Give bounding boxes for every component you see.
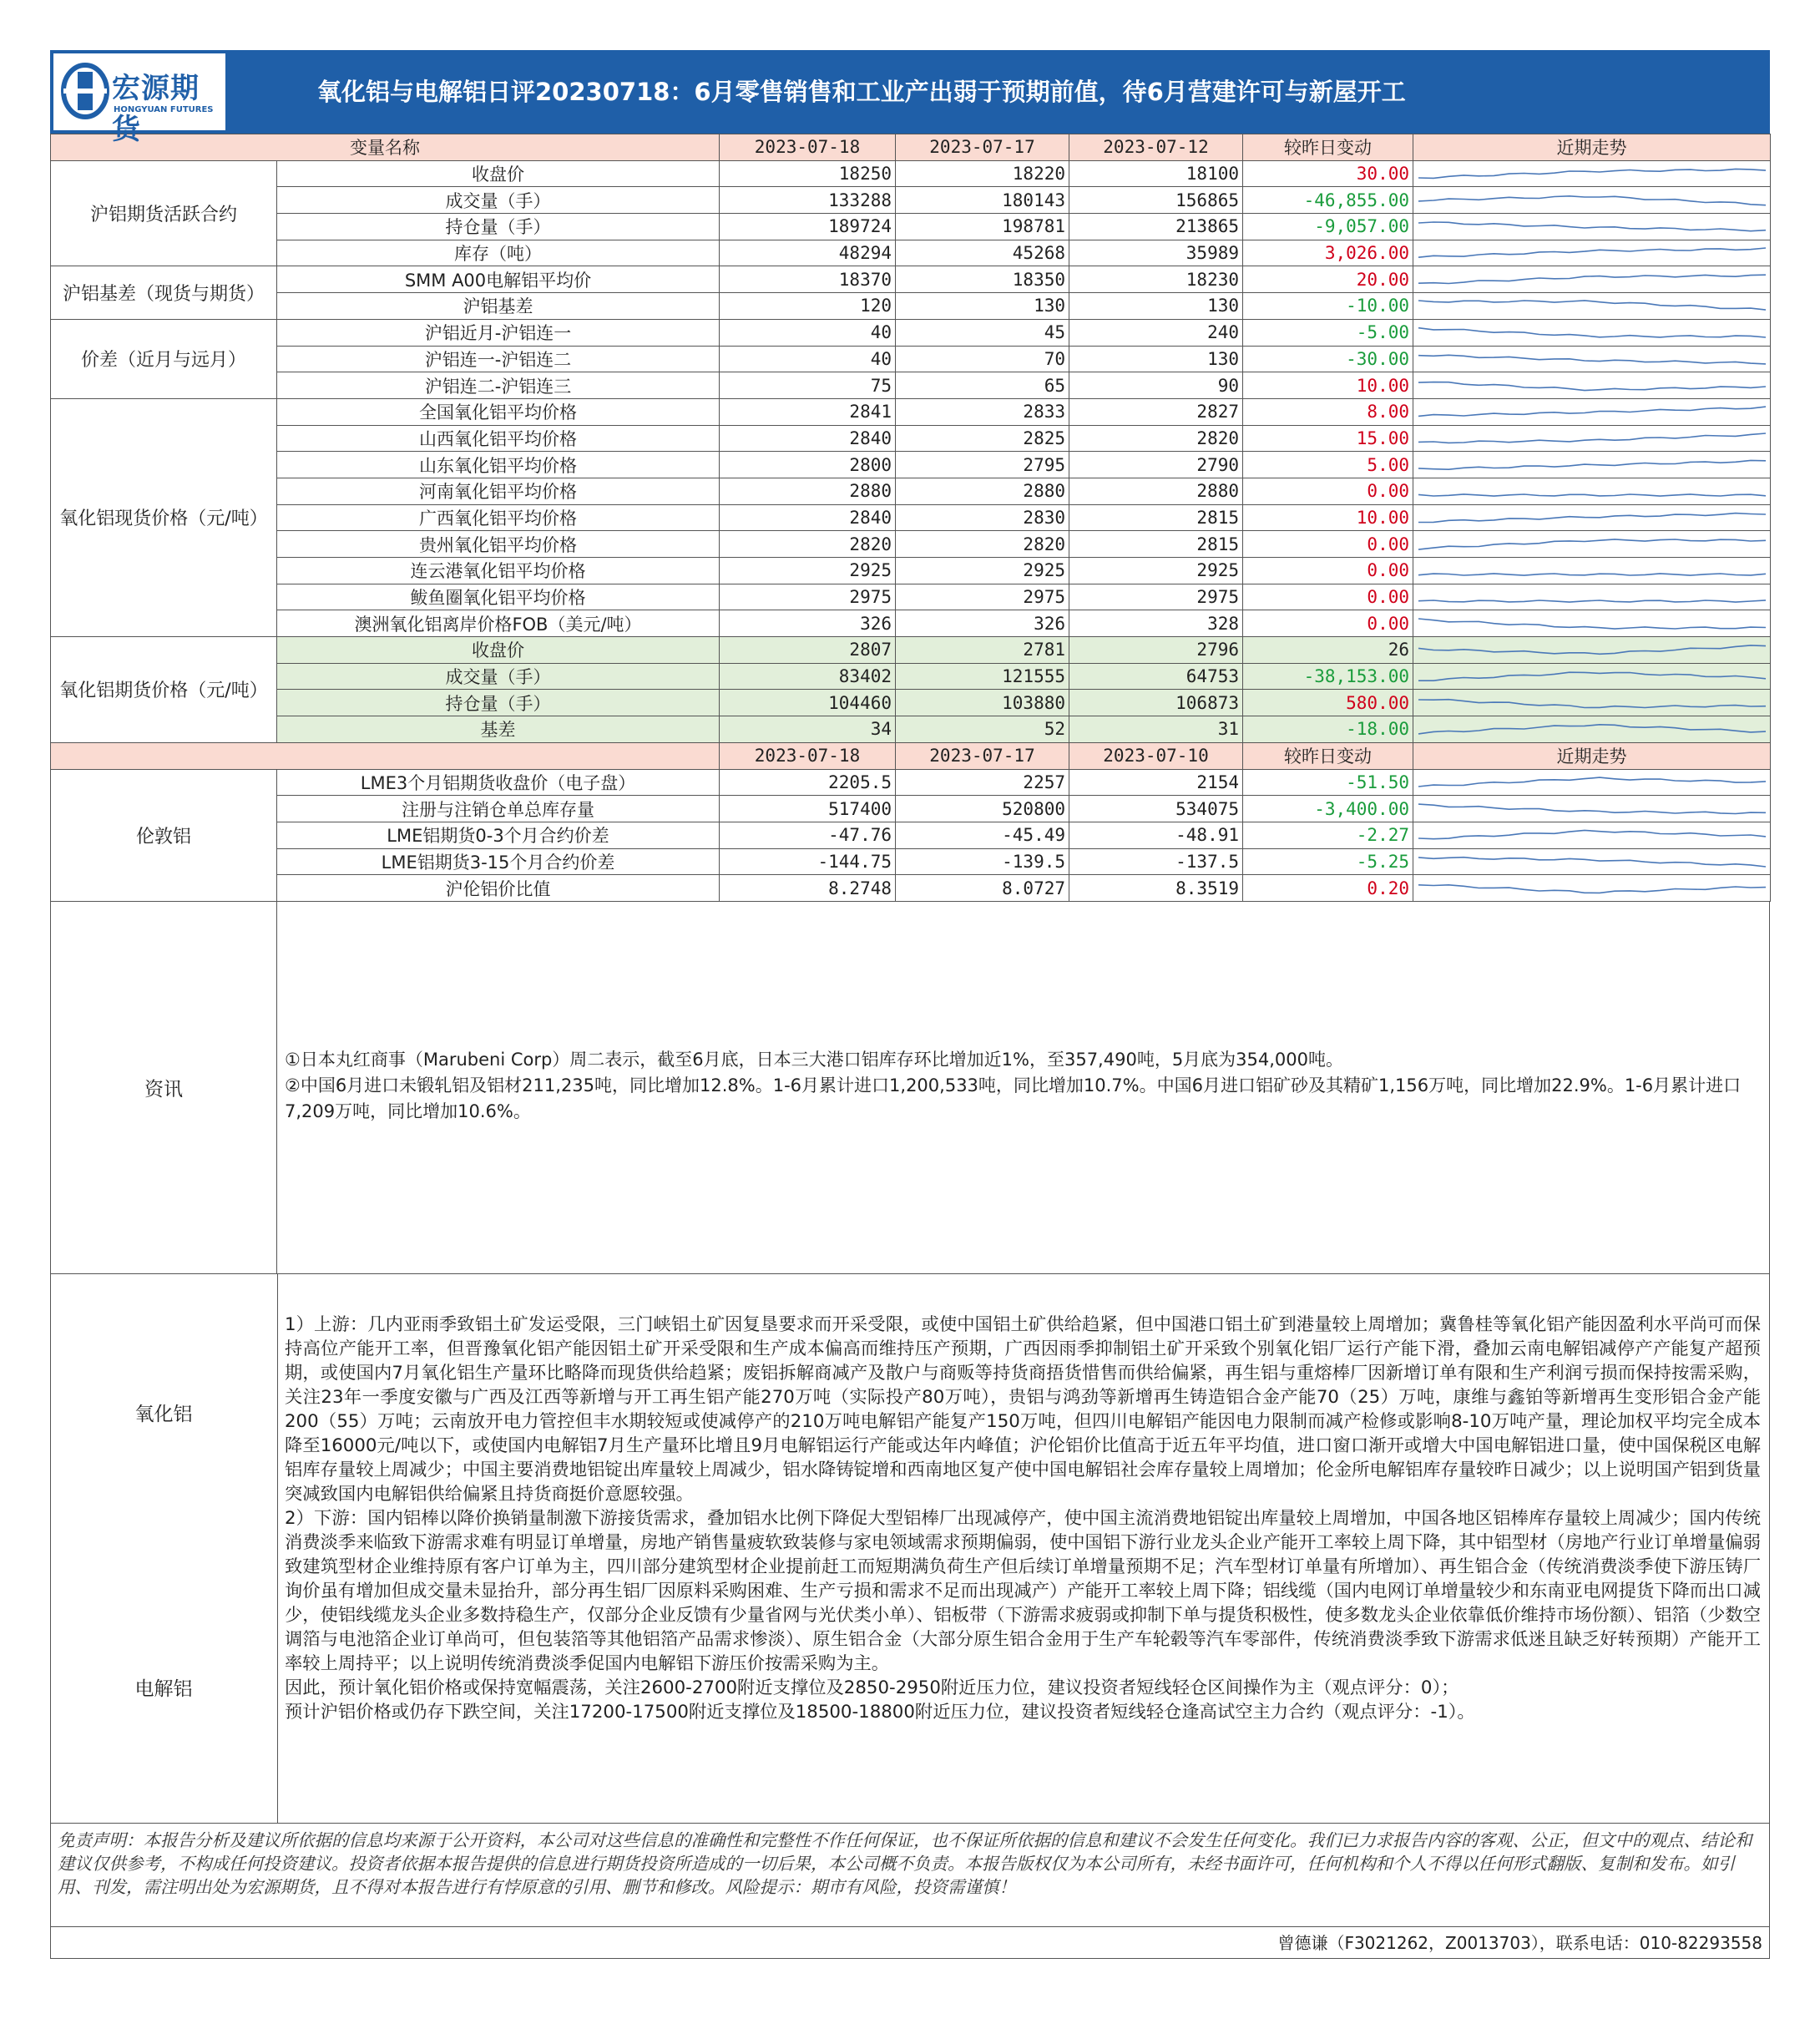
alumina-label: 氧化铝 [134,1404,193,1426]
logo-english-text: HONGYUAN FUTURES [114,105,214,114]
value-cell: 180143 [896,187,1069,214]
trend-cell [1413,372,1771,399]
value-cell: 2925 [896,558,1069,584]
value-cell: 90 [1069,372,1243,399]
table-row [51,584,1771,610]
row-group-label: 氧化铝现货价格（元/吨） [51,398,277,636]
value-cell: 18250 [720,160,896,187]
value-cell: 2833 [896,398,1069,425]
value-cell: 45268 [896,240,1069,266]
table-row [51,796,1771,822]
variable-name: 全国氧化铝平均价格 [277,398,720,425]
row-group-label: 价差（近月与远月） [51,319,277,398]
value-cell: 2795 [896,452,1069,478]
value-cell: 2820 [720,531,896,558]
sparkline-icon [1413,478,1771,503]
value-cell: -47.76 [720,822,896,848]
value-cell: 83402 [720,663,896,690]
analysis-upstream: 1）上游：几内亚雨季致铝土矿发运受限，三门峡铝土矿因复垦要求而开采受限，或使中国铝土矿供给趋紧，但中国港口铝土矿到港量较上周增加；冀鲁桂等氧化铝产能因盈利水平尚可而保持高位产能开工率，但晋豫氧化铝产能因铝土矿开采受限和生产成本偏高而维持压产预期，广西因雨季抑制铝土矿开采致个别氧化铝厂运行产能下滑，叠加云南电解铝减停产产能复产超预期，或使国内7月氧化铝生产量环比略降而现货供给趋紧；废铝拆解商减产及散户与商贩等持货商捂货惜售而供给偏紧，再生铝与重熔棒厂因新增订单有限和生产利润亏损而保持按需采购，关注23年一季度安徽与广西及江西等新增与开工再生铝产能270万吨（实际投产80万吨），贵铝与鸿劲等新增再生铸造铝合金产能70（25）万吨，康维与鑫铂等新增再生变形铝合金产能200（55）万吨；云南放开电力管控但丰水期较短或使减停产的210万吨电解铝产能复产150万吨，但四川电解铝产能因电力限制而减产检修或影响8-10万吨产量，理论加权平均完全成本降至16000元/吨以下，或使国内电解铝7月生产量环比增且9月电解铝运行产能或达年内峰值；沪伦铝价比值高于近五年平均值，进口窗口渐开或增大中国电解铝进口量，使中国保税区电解铝库存量较上周减少；中国主要消费地铝锭出库量较上周减少，铝水降铸锭增和西南地区复产使中国电解铝社会库存量较上周增加；伦金所电解铝库存量较昨日减少；以上说明国产铝到货量突减致国内电解铝供给偏紧且持货商挺价意愿较强。 [285,1313,1761,1505]
value-cell: 2781 [896,637,1069,664]
value-cell: 2154 [1069,769,1243,796]
sparkline-path [1418,884,1766,893]
trend-cell [1413,240,1771,266]
value-cell: 189724 [720,214,896,240]
change-cell: -3,400.00 [1243,796,1413,822]
value-cell: 2820 [896,531,1069,558]
table-row [51,504,1771,531]
sparkline-path [1418,196,1766,205]
value-cell: 2925 [1069,558,1243,584]
change-cell: 10.00 [1243,504,1413,531]
sparkline-icon [1413,161,1771,186]
sparkline-path [1418,222,1766,231]
news-label: 资讯 [51,902,277,1273]
value-cell: 130 [1069,346,1243,372]
sparkline-path [1418,328,1766,337]
table-row [51,848,1771,875]
title-banner [50,50,1770,146]
sparkline-path [1418,539,1766,549]
trend-cell [1413,160,1771,187]
analysis-aluminum-outlook: 预计沪铝价格或仍存下跌空间，关注17200-17500附近支撑位及18500-18800附近压力位，建议投资者短线轻仓逢高试空主力合约（观点评分：-1）。 [285,1701,1475,1723]
trend-cell [1413,610,1771,637]
value-cell: 120 [720,293,896,320]
sparkline-path [1418,382,1766,390]
news-item-1: ①日本丸红商事（Marubeni Corp）周二表示，截至6月底，日本三大港口铝库存环比增加近1%，至357,490吨，5月底为354,000吨。 [285,1049,1344,1070]
analysis-downstream: 2）下游：国内铝棒以降价换销量制激下游接货需求，叠加铝水比例下降促大型铝棒厂出现减停产，使中国主流消费地铝锭出库量较上周增加，中国各地区铝棒库存量较上周减少；国内传统消费淡季来临致下游需求难有明显订单增量，房地产销售量疲软致装修与家电领域需求预期偏弱，使中国铝下游行业龙头企业产能开工率较上周下降，其中铝型材（房地产行业订单增量偏弱致建筑型材企业维持原有客户订单为主，四川部分建筑型材企业提前赶工而短期满负荷生产但后续订单增量预期不足；汽车型材订单量有所增加）、再生铝合金（传统消费淡季使下游压铸厂询价虽有增加但成交量未显抬升，部分再生铝厂因原料采购困难、生产亏损和需求不足而出现减产）产能开工率较上周下降；铝线缆（国内电网订单增量较少和东南亚电网提货下降而出口减少，使铝线缆龙头企业多数持稳生产，仅部分企业反馈有少量省网与光伏类小单）、铝板带（下游需求疲弱或抑制下单与提货积极性，使多数龙头企业依靠低价维持市场份额）、铝箔（少数空调箔与电池箔企业订单尚可，但包装箔等其他铝箔产品需求惨淡）、原生铝合金（大部分原生铝合金用于生产车轮毂等汽车零部件，传统消费淡季致下游需求低迷且缺乏好转预期）产能开工率较上周持平；以上说明传统消费淡季促国内电解铝下游压价按需采购为主。 [285,1507,1761,1674]
sparkline-path [1418,858,1766,867]
sparkline-path [1418,619,1766,629]
value-cell: 8.0727 [896,875,1069,902]
value-cell: -137.5 [1069,848,1243,875]
trend-cell [1413,504,1771,531]
sparkline-icon [1413,320,1771,345]
value-cell: -48.91 [1069,822,1243,848]
value-cell: 65 [896,372,1069,399]
sparkline-path [1418,301,1766,310]
trend-cell [1413,769,1771,796]
value-cell: 106873 [1069,690,1243,716]
table-row [51,769,1771,796]
sparkline-icon [1413,664,1771,689]
variable-name: 持仓量（手） [277,214,720,240]
trend-cell [1413,558,1771,584]
table-row [51,452,1771,478]
sparkline-path [1418,804,1766,813]
variable-name: 成交量（手） [277,663,720,690]
sparkline-path [1418,433,1766,443]
value-cell: 2800 [720,452,896,478]
value-cell: 517400 [720,796,896,822]
change-cell: 15.00 [1243,425,1413,452]
change-cell: 0.00 [1243,531,1413,558]
analysis-content [285,1313,1761,1724]
value-cell: 2925 [720,558,896,584]
table-row [51,187,1771,214]
table-row [51,610,1771,637]
variable-name: 注册与注销仓单总库存量 [277,796,720,822]
change-cell: 30.00 [1243,160,1413,187]
value-cell: 213865 [1069,214,1243,240]
value-cell: 156865 [1069,187,1243,214]
variable-name: 沪铝基差 [277,293,720,320]
change-cell: -51.50 [1243,769,1413,796]
value-cell: 534075 [1069,796,1243,822]
value-cell: 104460 [720,690,896,716]
analysis-section [50,1274,1770,1824]
change-cell: 0.00 [1243,558,1413,584]
logo-chinese-text: 宏源期货 [112,72,200,146]
trend-cell [1413,214,1771,240]
sparkline-icon [1413,188,1771,213]
sparkline-path [1418,355,1766,364]
variable-name: LME铝期货0-3个月合约价差 [277,822,720,848]
trend-cell [1413,848,1771,875]
value-cell: 2807 [720,637,896,664]
variable-name: SMM A00电解铝平均价 [277,266,720,293]
table-row [51,319,1771,346]
value-cell: 2796 [1069,637,1243,664]
value-cell: 45 [896,319,1069,346]
change-cell: 20.00 [1243,266,1413,293]
value-cell: 64753 [1069,663,1243,690]
sparkline-icon [1413,240,1771,266]
change-cell: -5.00 [1243,319,1413,346]
electrolytic-aluminum-label: 电解铝 [134,1677,193,1700]
value-cell: 18350 [896,266,1069,293]
change-cell: 0.20 [1243,875,1413,902]
header-cell: 2023-07-17 [896,742,1069,769]
trend-cell [1413,663,1771,690]
value-cell: 198781 [896,214,1069,240]
value-cell: 18370 [720,266,896,293]
table-header-row [51,134,1771,161]
sparkline-icon [1413,558,1771,583]
change-cell: -30.00 [1243,346,1413,372]
trend-cell [1413,875,1771,902]
change-cell: 3,026.00 [1243,240,1413,266]
variable-name: 库存（吨） [277,240,720,266]
value-cell: 2880 [1069,478,1243,504]
news-item-2: ②中国6月进口未锻轧铝及铝材211,235吨，同比增加12.8%。1-6月累计进口1,200,533吨，同比增加10.7%。中国6月进口铝矿砂及其精矿1,156万吨，同比增加22.9%。1-6月累计进口7,209万吨，同比增加10.6%。 [285,1075,1742,1121]
variable-name: 沪铝连二-沪铝连三 [277,372,720,399]
value-cell: 2790 [1069,452,1243,478]
change-cell: -18.00 [1243,716,1413,743]
value-cell: -144.75 [720,848,896,875]
table-row [51,266,1771,293]
change-cell: -38,153.00 [1243,663,1413,690]
row-group-label: 氧化铝期货价格（元/吨） [51,637,277,743]
variable-name: 收盘价 [277,160,720,187]
trend-cell [1413,398,1771,425]
table-row [51,637,1771,664]
sparkline-path [1418,645,1766,654]
change-cell: 8.00 [1243,398,1413,425]
table-row [51,372,1771,399]
change-cell: 26 [1243,637,1413,664]
trend-cell [1413,319,1771,346]
value-cell: 18220 [896,160,1069,187]
trend-cell [1413,425,1771,452]
trend-cell [1413,690,1771,716]
value-cell: 70 [896,346,1069,372]
value-cell: 2841 [720,398,896,425]
value-cell: 130 [896,293,1069,320]
header-cell: 近期走势 [1413,134,1771,161]
analysis-alumina-outlook: 因此，预计氧化铝价格或保持宽幅震荡，关注2600-2700附近支撑位及2850-2950附近压力位，建议投资者短线轻仓区间操作为主（观点评分：0）； [285,1677,1459,1698]
value-cell: 133288 [720,187,896,214]
value-cell: 2880 [896,478,1069,504]
value-cell: 2815 [1069,531,1243,558]
value-cell: -45.49 [896,822,1069,848]
header-variable-name: 变量名称 [51,134,720,161]
trend-cell [1413,584,1771,610]
sparkline-path [1418,672,1766,681]
change-cell: 580.00 [1243,690,1413,716]
value-cell: 326 [720,610,896,637]
report-title: 氧化铝与电解铝日评20230718：6月零售销售和工业产出弱于预期前值，待6月营建许可与新屋开工 [317,78,1406,106]
data-table [50,134,1771,902]
sparkline-path [1418,407,1766,416]
table-row [51,240,1771,266]
header-cell: 近期走势 [1413,742,1771,769]
sparkline-path [1418,777,1766,787]
value-cell: 328 [1069,610,1243,637]
sparkline-path [1418,494,1766,496]
table-row [51,822,1771,848]
sparkline-icon [1413,770,1771,795]
variable-name: 广西氧化铝平均价格 [277,504,720,531]
row-group-label: 伦敦铝 [51,769,277,901]
change-cell: 0.00 [1243,584,1413,610]
trend-cell [1413,293,1771,320]
sparkline-icon [1413,611,1771,636]
value-cell: 40 [720,346,896,372]
header-cell: 2023-07-12 [1069,134,1243,161]
sparkline-icon [1413,691,1771,716]
value-cell: 18100 [1069,160,1243,187]
table-row [51,716,1771,743]
change-cell: -2.27 [1243,822,1413,848]
variable-name: 沪伦铝价比值 [277,875,720,902]
variable-name: LME3个月铝期货收盘价（电子盘） [277,769,720,796]
value-cell: 2825 [896,425,1069,452]
value-cell: 2827 [1069,398,1243,425]
sparkline-icon [1413,584,1771,610]
value-cell: 75 [720,372,896,399]
change-cell: -10.00 [1243,293,1413,320]
change-cell: -9,057.00 [1243,214,1413,240]
row-group-label: 沪铝基差（现货与期货） [51,266,277,319]
sparkline-path [1418,831,1766,839]
table-row [51,690,1771,716]
sparkline-icon [1413,876,1771,901]
value-cell: 103880 [896,690,1069,716]
header-cell: 2023-07-18 [720,134,896,161]
change-cell: -5.25 [1243,848,1413,875]
sparkline-icon [1413,426,1771,451]
value-cell: 52 [896,716,1069,743]
trend-cell [1413,796,1771,822]
header-cell: 2023-07-10 [1069,742,1243,769]
value-cell: 2815 [1069,504,1243,531]
value-cell: 31 [1069,716,1243,743]
value-cell: 40 [720,319,896,346]
variable-name: 鲅鱼圈氧化铝平均价格 [277,584,720,610]
variable-name: 持仓量（手） [277,690,720,716]
value-cell: 326 [896,610,1069,637]
value-cell: 2975 [1069,584,1243,610]
table-row [51,398,1771,425]
variable-name: 沪铝近月-沪铝连一 [277,319,720,346]
value-cell: 8.2748 [720,875,896,902]
table-row [51,160,1771,187]
change-cell: 0.00 [1243,478,1413,504]
trend-cell [1413,822,1771,848]
table-row [51,425,1771,452]
trend-cell [1413,346,1771,372]
sparkline-icon [1413,373,1771,398]
variable-name: 贵州氧化铝平均价格 [277,531,720,558]
value-cell: 8.3519 [1069,875,1243,902]
company-logo [53,53,225,146]
sparkline-path [1418,699,1766,707]
variable-name: 成交量（手） [277,187,720,214]
value-cell: 2257 [896,769,1069,796]
change-cell: -46,855.00 [1243,187,1413,214]
report-page [50,50,1770,1959]
sparkline-icon [1413,214,1771,239]
header-cell: 2023-07-18 [720,742,896,769]
header-cell: 较昨日变动 [1243,134,1413,161]
header-variable-name [51,742,720,769]
table-row [51,663,1771,690]
value-cell: -139.5 [896,848,1069,875]
sparkline-icon [1413,637,1771,662]
value-cell: 2840 [720,504,896,531]
value-cell: 240 [1069,319,1243,346]
change-cell: 10.00 [1243,372,1413,399]
value-cell: 2975 [896,584,1069,610]
header-cell: 较昨日变动 [1243,742,1413,769]
trend-cell [1413,716,1771,743]
news-section [50,902,1770,1274]
table-row [51,293,1771,320]
sparkline-path [1418,725,1766,734]
table-row [51,346,1771,372]
sparkline-path [1418,275,1766,283]
change-cell: 0.00 [1243,610,1413,637]
value-cell: 2820 [1069,425,1243,452]
sparkline-path [1418,248,1766,257]
sparkline-path [1418,600,1766,602]
sparkline-icon [1413,267,1771,292]
sparkline-path [1418,514,1766,523]
header-cell: 2023-07-17 [896,134,1069,161]
table-row [51,558,1771,584]
analyst-contact: 曾德谦（F3021262，Z0013703），联系电话：010-82293558 [50,1927,1770,1959]
variable-name: 河南氧化铝平均价格 [277,478,720,504]
value-cell: 130 [1069,293,1243,320]
sparkline-path [1418,169,1766,178]
variable-name: 基差 [277,716,720,743]
trend-cell [1413,531,1771,558]
value-cell: 2880 [720,478,896,504]
value-cell: 121555 [896,663,1069,690]
sparkline-icon [1413,822,1771,848]
change-cell: 5.00 [1243,452,1413,478]
disclaimer: 免责声明：本报告分析及建议所依据的信息均来源于公开资料，本公司对这些信息的准确性和完整性不作任何保证，也不保证所依据的信息和建议不会发生任何变化。我们已力求报告内容的客观、公正，但文中的观点、结论和建议仅供参考，不构成任何投资建议。投资者依据本报告提供的信息进行期货投资所造成的一切后果，本公司概不负责。本报告版权仅为本公司所有，未经书面许可，任何机构和个人不得以任何形式翻版、复制和发布。如引用、刊发，需注明出处为宏源期货，且不得对本报告进行有悖原意的引用、删节和修改。风险提示：期市有风险，投资需谨慎！ [50,1824,1770,1927]
value-cell: 18230 [1069,266,1243,293]
value-cell: 2975 [720,584,896,610]
table-row [51,214,1771,240]
row-group-label: 沪铝期货活跃合约 [51,160,277,266]
trend-cell [1413,266,1771,293]
news-content [285,1047,1761,1125]
value-cell: 2205.5 [720,769,896,796]
table-header-row [51,742,1771,769]
trend-cell [1413,187,1771,214]
sparkline-icon [1413,293,1771,318]
table-row [51,478,1771,504]
variable-name: 山东氧化铝平均价格 [277,452,720,478]
sparkline-icon [1413,716,1771,741]
value-cell: 2840 [720,425,896,452]
sparkline-icon [1413,505,1771,530]
variable-name: 连云港氧化铝平均价格 [277,558,720,584]
value-cell: 2830 [896,504,1069,531]
variable-name: 澳洲氧化铝离岸价格FOB（美元/吨） [277,610,720,637]
value-cell: 34 [720,716,896,743]
sparkline-icon [1413,849,1771,874]
sparkline-path [1418,460,1766,469]
value-cell: 48294 [720,240,896,266]
table-row [51,531,1771,558]
variable-name: 沪铝连一-沪铝连二 [277,346,720,372]
variable-name: 收盘价 [277,637,720,664]
sparkline-icon [1413,797,1771,822]
sparkline-path [1418,574,1766,575]
trend-cell [1413,452,1771,478]
sparkline-icon [1413,347,1771,372]
sparkline-icon [1413,453,1771,478]
variable-name: 山西氧化铝平均价格 [277,425,720,452]
variable-name: LME铝期货3-15个月合约价差 [277,848,720,875]
value-cell: 520800 [896,796,1069,822]
sparkline-icon [1413,532,1771,557]
sparkline-icon [1413,399,1771,424]
logo-emblem-icon [60,62,110,120]
value-cell: 35989 [1069,240,1243,266]
table-row [51,875,1771,902]
trend-cell [1413,637,1771,664]
trend-cell [1413,478,1771,504]
